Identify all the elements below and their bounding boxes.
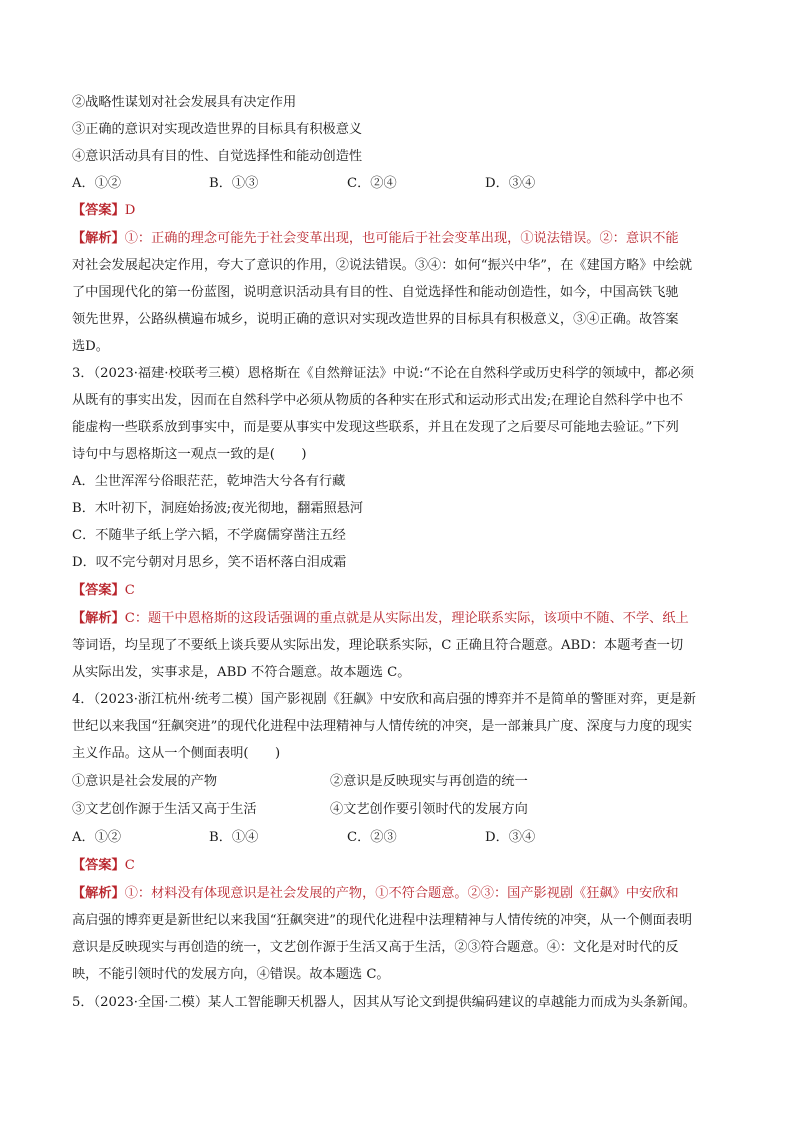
q4-analysis-line: 映，不能引领时代的发展方向，④错误。故本题选 C。 [72, 967, 390, 982]
analysis-text: ①：正确的理念可能先于社会变革出现，也可能后于社会变革出现，①说法错误。②：意识不能 [124, 231, 679, 246]
q2-option-2: ②战略性谋划对社会发展具有决定作用 [72, 95, 297, 110]
q4-stem-line: 4．（2023·浙江杭州·统考二模）国产影视剧《狂飙》中安欣和高启强的博弈并不是简单的警匪对弈，更是新 [72, 692, 696, 707]
q3-analysis-line: 从实际出发，实事求是，ABD 不符合题意。故本题选 C。 [72, 665, 411, 680]
q4-analysis-line: 意识是反映现实与再创造的统一，文艺创作源于生活又高于生活，②③符合题意。④：文化是对时代的反 [72, 940, 679, 955]
q3-analysis-line: 等词语，均呈现了不要纸上谈兵要从实际出发，理论联系实际，C 正确且符合题意。ABD：本题考查一切 [72, 638, 684, 653]
q2-analysis-line: 领先世界，公路纵横遍布城乡，说明正确的意识对实现改造世界的目标具有积极意义，③④正确。故答案 [72, 312, 679, 327]
analysis-label: 【解析】 [72, 611, 125, 626]
answer-label: 【答案】 [72, 203, 125, 218]
q2-analysis-line: 了中国现代化的第一份蓝图，说明意识活动具有目的性、自觉选择性和能动创造性，如今，中国高铁飞驰 [72, 285, 679, 300]
q2-choice-c: C．②④ [347, 176, 397, 191]
q3-stem-line: 诗句中与恩格斯这一观点一致的是( ) [72, 447, 307, 462]
q2-answer [72, 201, 732, 221]
answer-label: 【答案】 [72, 583, 125, 598]
q3-analysis-line [72, 609, 732, 629]
q4-statement-3: ③文艺创作源于生活又高于生活 [72, 802, 257, 817]
q2-analysis-line: 选D。 [72, 339, 109, 354]
q4-analysis-line: 高启强的博弈更是新世纪以来我国“狂飙突进”的现代化进程中法理精神与人情传统的冲突，从一个侧面表明 [72, 913, 693, 928]
q4-choice-b: B．①④ [209, 830, 259, 845]
q4-analysis-line [72, 884, 732, 904]
q3-stem-line: 3．（2023·福建·校联考三模）恩格斯在《自然辩证法》中说:“不论在自然科学或历史科学的领域中，都必须 [72, 366, 694, 381]
q4-answer [72, 856, 732, 876]
q2-choice-d: D．③④ [485, 176, 536, 191]
answer-value: C [124, 583, 135, 598]
q3-stem-line: 能虚构一些联系放到事实中，而是要从事实中发现这些联系，并且在发现了之后要尽可能地去验证。”下列 [72, 420, 679, 435]
q2-analysis-line [72, 229, 732, 249]
analysis-label: 【解析】 [72, 231, 125, 246]
q3-option-c: C．不随芈子纸上学六韬，不学腐儒穿凿注五经 [72, 528, 346, 543]
q3-option-b: B．木叶初下，洞庭始扬波;夜光彻地，翻霜照悬河 [72, 501, 364, 516]
answer-label: 【答案】 [72, 858, 125, 873]
answer-value: D [124, 203, 136, 218]
q2-analysis-line: 对社会发展起决定作用，夸大了意识的作用，②说法错误。③④：如何“振兴中华”，在《建国方略》中绘就 [72, 258, 693, 273]
q5-stem-line: 5．（2023·全国·二模）某人工智能聊天机器人，因其从写论文到提供编码建议的卓越能力而成为头条新闻。 [72, 995, 696, 1010]
analysis-text: C：题干中恩格斯的这段话强调的重点就是从实际出发，理论联系实际，该项中不随、不学、纸上 [124, 611, 689, 626]
q4-stem-line: 主义作品。这从一个侧面表明( ) [72, 746, 281, 761]
q4-choice-d: D．③④ [485, 830, 536, 845]
q2-choice-b: B．①③ [209, 176, 259, 191]
q4-choice-a: A．①② [72, 830, 122, 845]
q2-choice-a: A．①② [72, 176, 122, 191]
q3-option-a: A．尘世浑浑兮俗眼茫茫，乾坤浩大兮各有行藏 [72, 474, 346, 489]
q4-stem-line: 世纪以来我国“狂飙突进”的现代化进程中法理精神与人情传统的冲突，是一部兼具广度、深度与力度的现实 [72, 719, 693, 734]
q4-statement-2: ②意识是反映现实与再创造的统一 [330, 774, 528, 789]
answer-value: C [124, 858, 135, 873]
q2-option-3: ③正确的意识对实现改造世界的目标具有积极意义 [72, 122, 363, 137]
q4-choice-c: C．②③ [347, 830, 397, 845]
analysis-text: ①：材料没有体现意识是社会发展的产物，①不符合题意。②③：国产影视剧《狂飙》中安欣和 [124, 886, 679, 901]
q3-stem-line: 从既有的事实出发，因而在自然科学中必须从物质的各种实在形式和运动形式出发;在理论自然科学中也不 [72, 393, 684, 408]
q4-statement-1: ①意识是社会发展的产物 [72, 774, 218, 789]
q2-option-4: ④意识活动具有目的性、自觉选择性和能动创造性 [72, 149, 363, 164]
q3-option-d: D．叹不完兮朝对月思乡，笑不语杯落白泪成霜 [72, 555, 347, 570]
q4-statement-4: ④文艺创作要引领时代的发展方向 [330, 802, 528, 817]
q3-answer [72, 581, 732, 601]
analysis-label: 【解析】 [72, 886, 125, 901]
